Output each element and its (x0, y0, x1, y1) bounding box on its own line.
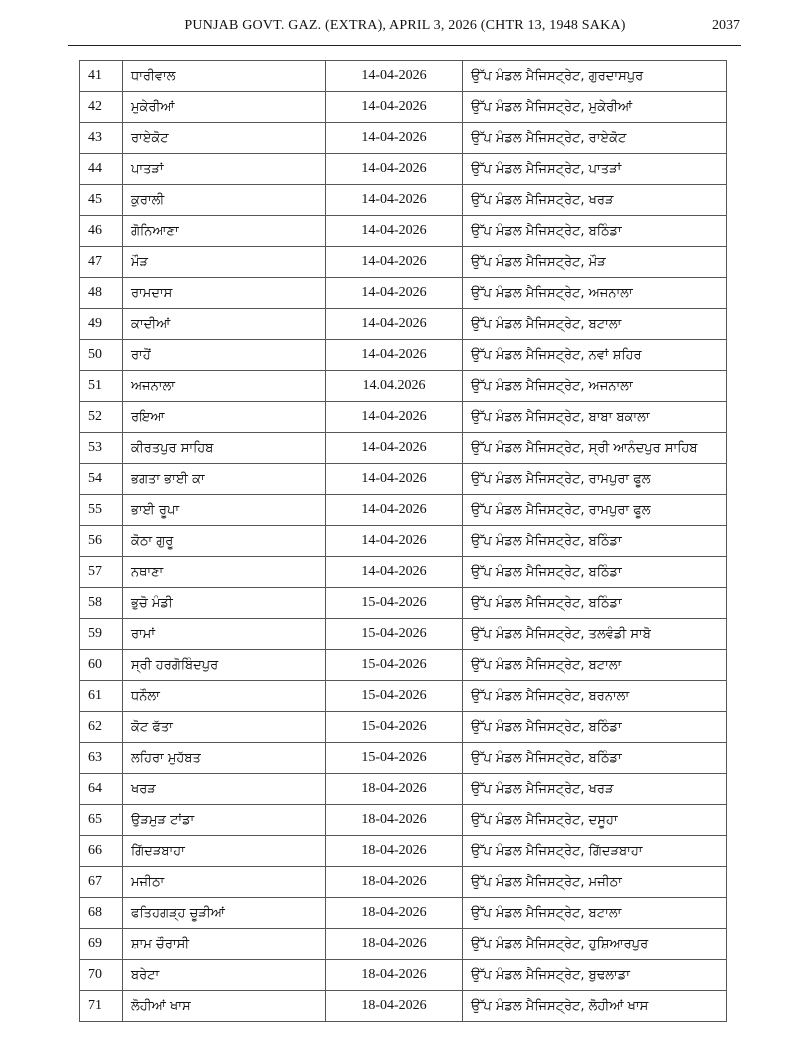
place-name-cell: ਬਰੇਟਾ (123, 960, 326, 991)
place-name-cell: ਗਿੱਦੜਬਾਹਾ (123, 836, 326, 867)
authority-cell: ਉੱਪ ਮੰਡਲ ਮੈਜਿਸਟ੍ਰੇਟ, ਬਟਾਲਾ (463, 650, 727, 681)
authority-cell: ਉੱਪ ਮੰਡਲ ਮੈਜਿਸਟ੍ਰੇਟ, ਦਸੂਹਾ (463, 805, 727, 836)
holiday-date-cell: 15-04-2026 (326, 712, 463, 743)
table-row (80, 247, 727, 278)
serial-number-cell: 68 (80, 898, 123, 929)
table-row (80, 92, 727, 123)
place-name-cell: ਕੋਟ ਫੱਤਾ (123, 712, 326, 743)
authority-cell: ਉੱਪ ਮੰਡਲ ਮੈਜਿਸਟ੍ਰੇਟ, ਗੁਰਦਾਸਪੁਰ (463, 61, 727, 92)
place-name-cell: ਮੌੜ (123, 247, 326, 278)
serial-number-cell: 50 (80, 340, 123, 371)
authority-cell: ਉੱਪ ਮੰਡਲ ਮੈਜਿਸਟ੍ਰੇਟ, ਬਟਾਲਾ (463, 309, 727, 340)
holiday-date-cell: 18-04-2026 (326, 929, 463, 960)
holiday-date-cell: 15-04-2026 (326, 743, 463, 774)
place-name-cell: ਲੋਹੀਆਂ ਖਾਸ (123, 991, 326, 1022)
authority-cell: ਉੱਪ ਮੰਡਲ ਮੈਜਿਸਟ੍ਰੇਟ, ਅਜਨਾਲਾ (463, 371, 727, 402)
holiday-date-cell: 14-04-2026 (326, 92, 463, 123)
authority-cell: ਉੱਪ ਮੰਡਲ ਮੈਜਿਸਟ੍ਰੇਟ, ਬਠਿੰਡਾ (463, 712, 727, 743)
authority-cell: ਉੱਪ ਮੰਡਲ ਮੈਜਿਸਟ੍ਰੇਟ, ਲੋਹੀਆਂ ਖਾਸ (463, 991, 727, 1022)
table-row (80, 867, 727, 898)
place-name-cell: ਮੁਕੇਰੀਆਂ (123, 92, 326, 123)
holiday-date-cell: 14-04-2026 (326, 123, 463, 154)
holiday-date-cell: 14-04-2026 (326, 433, 463, 464)
serial-number-cell: 54 (80, 464, 123, 495)
place-name-cell: ਪਾਤੜਾਂ (123, 154, 326, 185)
serial-number-cell: 53 (80, 433, 123, 464)
serial-number-cell: 49 (80, 309, 123, 340)
table-row (80, 433, 727, 464)
serial-number-cell: 64 (80, 774, 123, 805)
place-name-cell: ਉੜਮੁੜ ਟਾਂਡਾ (123, 805, 326, 836)
authority-cell: ਉੱਪ ਮੰਡਲ ਮੈਜਿਸਟ੍ਰੇਟ, ਖਰੜ (463, 774, 727, 805)
table-row (80, 464, 727, 495)
serial-number-cell: 58 (80, 588, 123, 619)
place-name-cell: ਰਾਏਕੋਟ (123, 123, 326, 154)
schedule-table-body (80, 61, 727, 1022)
place-name-cell: ਅਜਨਾਲਾ (123, 371, 326, 402)
place-name-cell: ਭਾਈ ਰੂਪਾ (123, 495, 326, 526)
holiday-date-cell: 18-04-2026 (326, 867, 463, 898)
table-row (80, 309, 727, 340)
place-name-cell: ਰਇਆ (123, 402, 326, 433)
serial-number-cell: 61 (80, 681, 123, 712)
table-row (80, 495, 727, 526)
serial-number-cell: 46 (80, 216, 123, 247)
serial-number-cell: 57 (80, 557, 123, 588)
serial-number-cell: 52 (80, 402, 123, 433)
place-name-cell: ਸ਼ਾਮ ਚੌਰਾਸੀ (123, 929, 326, 960)
authority-cell: ਉੱਪ ਮੰਡਲ ਮੈਜਿਸਟ੍ਰੇਟ, ਪਾਤੜਾਂ (463, 154, 727, 185)
authority-cell: ਉੱਪ ਮੰਡਲ ਮੈਜਿਸਟ੍ਰੇਟ, ਬਠਿੰਡਾ (463, 216, 727, 247)
serial-number-cell: 47 (80, 247, 123, 278)
holiday-date-cell: 15-04-2026 (326, 650, 463, 681)
table-row (80, 216, 727, 247)
holiday-date-cell: 15-04-2026 (326, 619, 463, 650)
table-row (80, 340, 727, 371)
serial-number-cell: 48 (80, 278, 123, 309)
table-row (80, 805, 727, 836)
holiday-date-cell: 14-04-2026 (326, 309, 463, 340)
authority-cell: ਉੱਪ ਮੰਡਲ ਮੈਜਿਸਟ੍ਰੇਟ, ਰਾਮਪੁਰਾ ਫੂਲ (463, 464, 727, 495)
page-header (70, 18, 740, 40)
authority-cell: ਉੱਪ ਮੰਡਲ ਮੈਜਿਸਟ੍ਰੇਟ, ਖਰੜ (463, 185, 727, 216)
serial-number-cell: 69 (80, 929, 123, 960)
authority-cell: ਉੱਪ ਮੰਡਲ ਮੈਜਿਸਟ੍ਰੇਟ, ਹੁਸ਼ਿਆਰਪੁਰ (463, 929, 727, 960)
authority-cell: ਉੱਪ ਮੰਡਲ ਮੈਜਿਸਟ੍ਰੇਟ, ਰਾਮਪੁਰਾ ਫੂਲ (463, 495, 727, 526)
holiday-date-cell: 14.04.2026 (326, 371, 463, 402)
table-row (80, 774, 727, 805)
serial-number-cell: 66 (80, 836, 123, 867)
place-name-cell: ਭੁਚੋ ਮੰਡੀ (123, 588, 326, 619)
serial-number-cell: 63 (80, 743, 123, 774)
table-row (80, 929, 727, 960)
schedule-table (79, 60, 727, 1022)
table-row (80, 371, 727, 402)
place-name-cell: ਰਾਮਾਂ (123, 619, 326, 650)
table-row (80, 712, 727, 743)
holiday-date-cell: 14-04-2026 (326, 464, 463, 495)
serial-number-cell: 62 (80, 712, 123, 743)
table-row (80, 185, 727, 216)
table-row (80, 619, 727, 650)
table-row (80, 836, 727, 867)
serial-number-cell: 55 (80, 495, 123, 526)
table-row (80, 588, 727, 619)
holiday-date-cell: 18-04-2026 (326, 805, 463, 836)
serial-number-cell: 41 (80, 61, 123, 92)
table-row (80, 526, 727, 557)
authority-cell: ਉੱਪ ਮੰਡਲ ਮੈਜਿਸਟ੍ਰੇਟ, ਨਵਾਂ ਸ਼ਹਿਰ (463, 340, 727, 371)
serial-number-cell: 60 (80, 650, 123, 681)
authority-cell: ਉੱਪ ਮੰਡਲ ਮੈਜਿਸਟ੍ਰੇਟ, ਬਠਿੰਡਾ (463, 588, 727, 619)
table-row (80, 960, 727, 991)
table-row (80, 123, 727, 154)
authority-cell: ਉੱਪ ਮੰਡਲ ਮੈਜਿਸਟ੍ਰੇਟ, ਬਟਾਲਾ (463, 898, 727, 929)
serial-number-cell: 56 (80, 526, 123, 557)
place-name-cell: ਫਤਿਹਗੜ੍ਹ ਚੂੜੀਆਂ (123, 898, 326, 929)
authority-cell: ਉੱਪ ਮੰਡਲ ਮੈਜਿਸਟ੍ਰੇਟ, ਬਠਿੰਡਾ (463, 743, 727, 774)
authority-cell: ਉੱਪ ਮੰਡਲ ਮੈਜਿਸਟ੍ਰੇਟ, ਬਰਨਾਲਾ (463, 681, 727, 712)
place-name-cell: ਕੀਰਤਪੁਰ ਸਾਹਿਬ (123, 433, 326, 464)
holiday-date-cell: 14-04-2026 (326, 61, 463, 92)
gazette-title: PUNJAB GOVT. GAZ. (EXTRA), APRIL 3, 2026 (CHTR 13, 1948 SAKA) (184, 18, 626, 33)
serial-number-cell: 65 (80, 805, 123, 836)
holiday-date-cell: 14-04-2026 (326, 402, 463, 433)
place-name-cell: ਭਗਤਾ ਭਾਈ ਕਾ (123, 464, 326, 495)
place-name-cell: ਗੋਨਿਆਣਾ (123, 216, 326, 247)
holiday-date-cell: 14-04-2026 (326, 278, 463, 309)
serial-number-cell: 67 (80, 867, 123, 898)
authority-cell: ਉੱਪ ਮੰਡਲ ਮੈਜਿਸਟ੍ਰੇਟ, ਸ੍ਰੀ ਆਨੰਦਪੁਰ ਸਾਹਿਬ (463, 433, 727, 464)
holiday-date-cell: 18-04-2026 (326, 898, 463, 929)
authority-cell: ਉੱਪ ਮੰਡਲ ਮੈਜਿਸਟ੍ਰੇਟ, ਮੌੜ (463, 247, 727, 278)
place-name-cell: ਮਜੀਠਾ (123, 867, 326, 898)
serial-number-cell: 71 (80, 991, 123, 1022)
table-row (80, 402, 727, 433)
table-row (80, 898, 727, 929)
table-row (80, 681, 727, 712)
authority-cell: ਉੱਪ ਮੰਡਲ ਮੈਜਿਸਟ੍ਰੇਟ, ਮੁਕੇਰੀਆਂ (463, 92, 727, 123)
page-number: 2037 (712, 18, 740, 33)
holiday-date-cell: 18-04-2026 (326, 774, 463, 805)
place-name-cell: ਰਾਮਦਾਸ (123, 278, 326, 309)
place-name-cell: ਨਥਾਣਾ (123, 557, 326, 588)
table-row (80, 743, 727, 774)
holiday-date-cell: 14-04-2026 (326, 154, 463, 185)
authority-cell: ਉੱਪ ਮੰਡਲ ਮੈਜਿਸਟ੍ਰੇਟ, ਅਜਨਾਲਾ (463, 278, 727, 309)
place-name-cell: ਖਰੜ (123, 774, 326, 805)
holiday-date-cell: 15-04-2026 (326, 681, 463, 712)
table-row (80, 61, 727, 92)
table-row (80, 154, 727, 185)
holiday-date-cell: 14-04-2026 (326, 185, 463, 216)
holiday-date-cell: 18-04-2026 (326, 991, 463, 1022)
table-row (80, 278, 727, 309)
serial-number-cell: 59 (80, 619, 123, 650)
holiday-date-cell: 15-04-2026 (326, 588, 463, 619)
place-name-cell: ਧਨੌਲਾ (123, 681, 326, 712)
authority-cell: ਉੱਪ ਮੰਡਲ ਮੈਜਿਸਟ੍ਰੇਟ, ਬਾਬਾ ਬਕਾਲਾ (463, 402, 727, 433)
place-name-cell: ਲਹਿਰਾ ਮੁਹੱਬਤ (123, 743, 326, 774)
place-name-cell: ਕੁਰਾਲੀ (123, 185, 326, 216)
authority-cell: ਉੱਪ ਮੰਡਲ ਮੈਜਿਸਟ੍ਰੇਟ, ਗਿੱਦੜਬਾਹਾ (463, 836, 727, 867)
place-name-cell: ਕਾਦੀਆਂ (123, 309, 326, 340)
serial-number-cell: 43 (80, 123, 123, 154)
table-row (80, 650, 727, 681)
authority-cell: ਉੱਪ ਮੰਡਲ ਮੈਜਿਸਟ੍ਰੇਟ, ਰਾਏਕੋਟ (463, 123, 727, 154)
holiday-date-cell: 14-04-2026 (326, 340, 463, 371)
table-row (80, 991, 727, 1022)
serial-number-cell: 70 (80, 960, 123, 991)
holiday-date-cell: 14-04-2026 (326, 216, 463, 247)
holiday-date-cell: 14-04-2026 (326, 557, 463, 588)
place-name-cell: ਸ੍ਰੀ ਹਰਗੋਬਿੰਦਪੁਰ (123, 650, 326, 681)
holiday-date-cell: 14-04-2026 (326, 495, 463, 526)
holiday-date-cell: 18-04-2026 (326, 836, 463, 867)
serial-number-cell: 42 (80, 92, 123, 123)
authority-cell: ਉੱਪ ਮੰਡਲ ਮੈਜਿਸਟ੍ਰੇਟ, ਮਜੀਠਾ (463, 867, 727, 898)
holiday-date-cell: 14-04-2026 (326, 247, 463, 278)
authority-cell: ਉੱਪ ਮੰਡਲ ਮੈਜਿਸਟ੍ਰੇਟ, ਤਲਵੰਡੀ ਸਾਬੋ (463, 619, 727, 650)
holiday-date-cell: 14-04-2026 (326, 526, 463, 557)
serial-number-cell: 45 (80, 185, 123, 216)
place-name-cell: ਰਾਹੋਂ (123, 340, 326, 371)
authority-cell: ਉੱਪ ਮੰਡਲ ਮੈਜਿਸਟ੍ਰੇਟ, ਬਠਿੰਡਾ (463, 557, 727, 588)
authority-cell: ਉੱਪ ਮੰਡਲ ਮੈਜਿਸਟ੍ਰੇਟ, ਬੁਢਲਾਡਾ (463, 960, 727, 991)
holiday-date-cell: 18-04-2026 (326, 960, 463, 991)
place-name-cell: ਕੋਠਾ ਗੁਰੂ (123, 526, 326, 557)
authority-cell: ਉੱਪ ਮੰਡਲ ਮੈਜਿਸਟ੍ਰੇਟ, ਬਠਿੰਡਾ (463, 526, 727, 557)
table-row (80, 557, 727, 588)
serial-number-cell: 51 (80, 371, 123, 402)
header-rule (68, 45, 741, 46)
serial-number-cell: 44 (80, 154, 123, 185)
place-name-cell: ਧਾਰੀਵਾਲ (123, 61, 326, 92)
